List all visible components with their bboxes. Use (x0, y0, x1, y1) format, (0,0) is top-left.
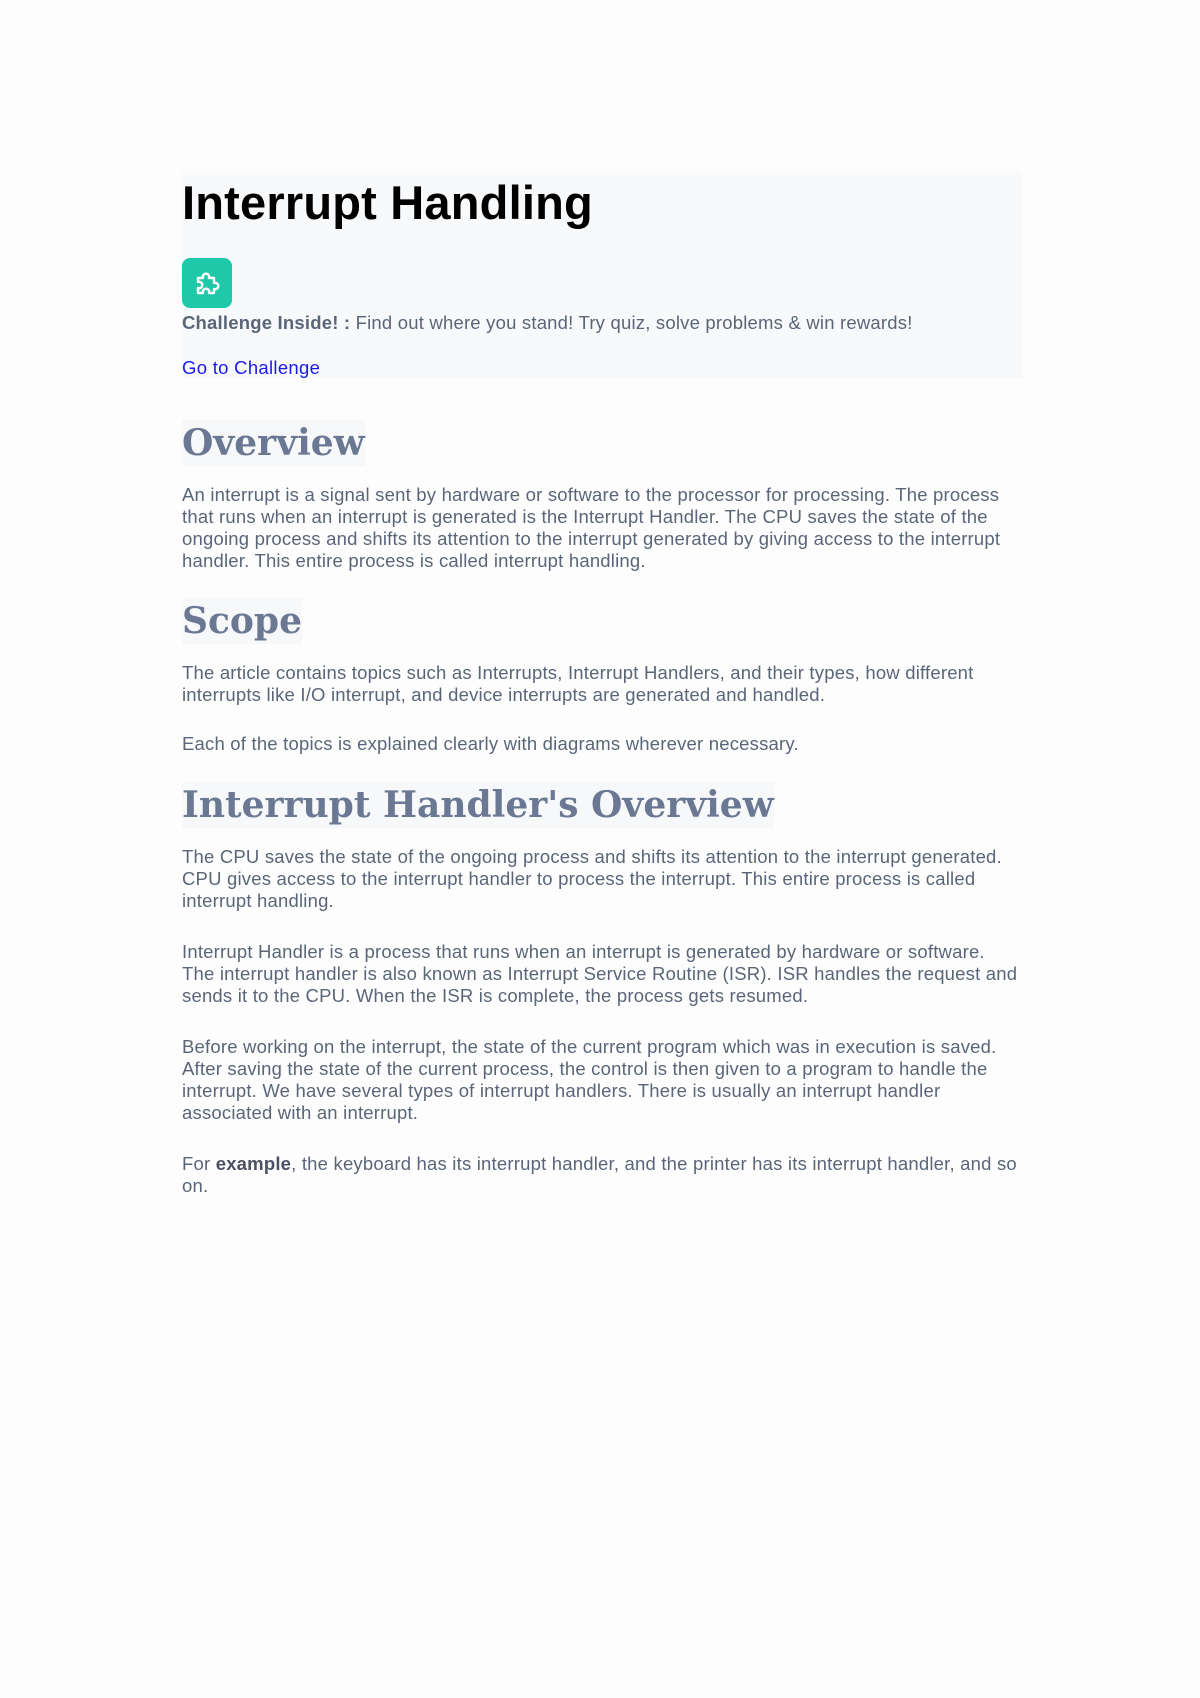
article (182, 172, 1022, 1197)
handler-paragraph-4 (182, 1153, 1022, 1197)
p4-pre: For (182, 1153, 216, 1174)
overview-paragraph: An interrupt is a signal sent by hardware or software to the processor for processing. The process that runs when an interrupt is generated is the Interrupt Handler. The CPU saves the state of the ongoing process and shifts its attention to the interrupt generated by giving access to the interrupt handler. This entire process is called interrupt handling. (182, 484, 1001, 571)
scope-heading: Scope (182, 600, 303, 642)
p4-post: , the keyboard has its interrupt handler, and the printer has its interrupt handler, and so on. (182, 1153, 1017, 1196)
challenge-description: Find out where you stand! Try quiz, solve problems & win rewards! (355, 312, 913, 333)
go-to-challenge-link[interactable]: Go to Challenge (182, 357, 321, 378)
challenge-icon-tile (182, 258, 232, 308)
overview-heading: Overview (182, 422, 365, 464)
challenge-text (182, 310, 1022, 336)
page-title: Interrupt Handling (182, 176, 593, 229)
challenge-label: Challenge Inside! : (182, 312, 351, 333)
handler-overview-heading: Interrupt Handler's Overview (182, 784, 774, 826)
handler-paragraph-1: The CPU saves the state of the ongoing process and shifts its attention to the interrupt generated. CPU gives access to the interrupt handler to process the interrupt. This entire process is called interrupt handling. (182, 846, 1002, 911)
scope-paragraph-1: The article contains topics such as Interrupts, Interrupt Handlers, and their types, how different interrupts like I/O interrupt, and device interrupts are generated and handled. (182, 662, 974, 705)
challenge-box (182, 172, 1022, 378)
puzzle-icon (192, 268, 222, 298)
handler-paragraph-3: Before working on the interrupt, the state of the current program which was in execution is saved. After saving the state of the current process, the control is then given to a program to handle the interrupt. We have several types of interrupt handlers. There is usually an interrupt handler associated with an interrupt. (182, 1036, 997, 1123)
handler-paragraph-2: Interrupt Handler is a process that runs when an interrupt is generated by hardware or software. The interrupt handler is also known as Interrupt Service Routine (ISR). ISR handles the request and sends it to the CPU. When the ISR is complete, the process gets resumed. (182, 941, 1018, 1006)
scope-paragraph-2: Each of the topics is explained clearly with diagrams wherever necessary. (182, 733, 799, 754)
p4-bold: example (215, 1153, 292, 1174)
